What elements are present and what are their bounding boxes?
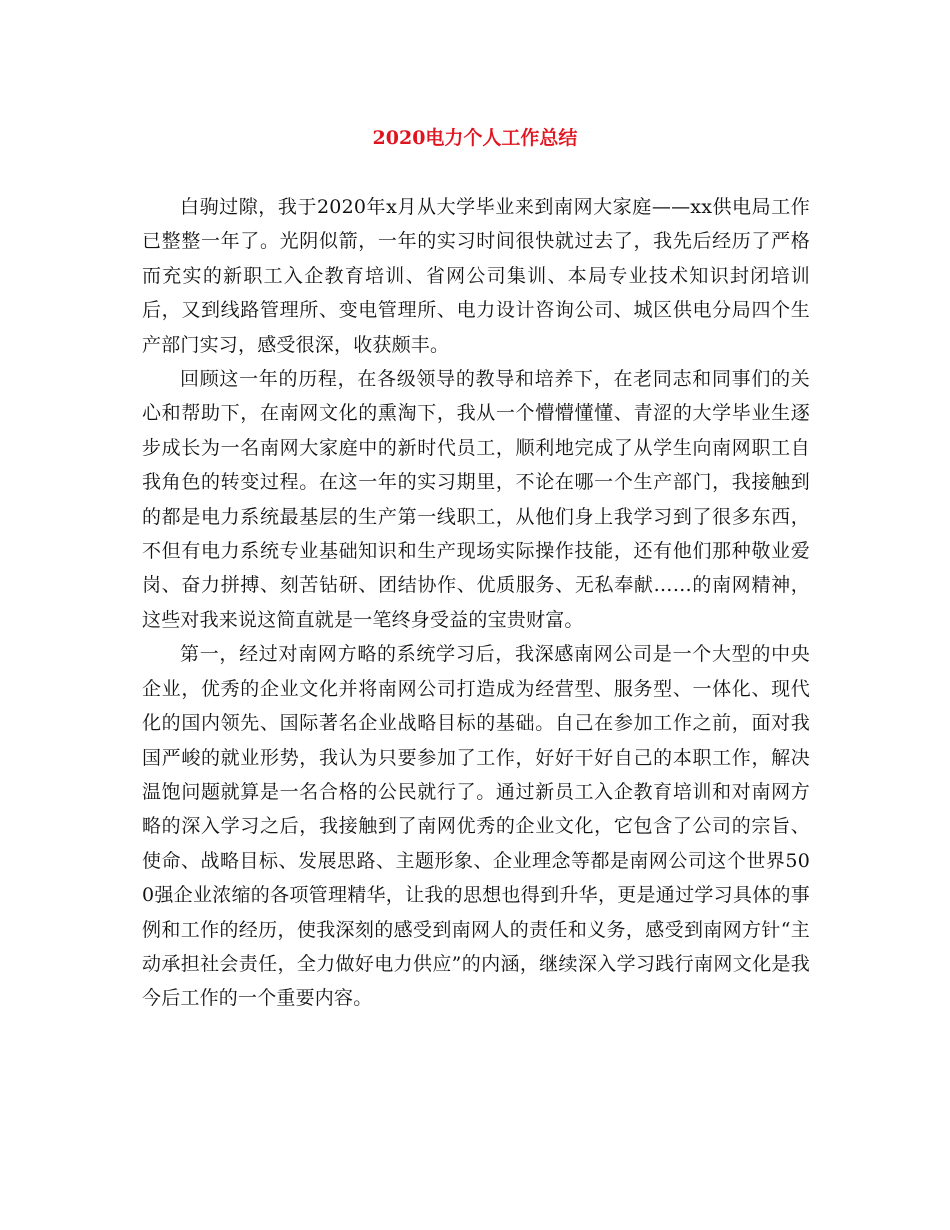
- paragraph-1: 白驹过隙，我于2020年x月从大学毕业来到南网大家庭——xx供电局工作已整整一年了。光阴似箭，一年的实习时间很快就过去了，我先后经历了严格而充实的新职工入企教育培训、省网公司集训、本局专业技术知识封闭培训后，又到线路管理所、变电管理所、电力设计咨询公司、城区供电分局四个生产部门实习，感受很深，收获颇丰。: [142, 196, 810, 356]
- paragraph-2: 回顾这一年的历程，在各级领导的教导和培养下，在老同志和同事们的关心和帮助下，在南网文化的熏淘下，我从一个懵懵懂懂、青涩的大学毕业生逐步成长为一名南网大家庭中的新时代员工，顺利地完成了从学生向南网职工自我角色的转变过程。在这一年的实习期里，不论在哪一个生产部门，我接触到的都是电力系统最基层的生产第一线职工，从他们身上我学习到了很多东西，不但有电力系统专业基础知识和生产现场实际操作技能，还有他们那种敬业爱岗、奋力拼搏、刻苦钻研、团结协作、优质服务、无私奉献……的南网精神，这些对我来说这简直就是一笔终身受益的宝贵财富。: [142, 368, 810, 631]
- document-body: [142, 190, 810, 1016]
- document-title: 2020电力个人工作总结: [372, 127, 578, 149]
- paragraph-3: 第一，经过对南网方略的系统学习后，我深感南网公司是一个大型的中央企业，优秀的企业文化并将南网公司打造成为经营型、服务型、一体化、现代化的国内领先、国际著名企业战略目标的基础。自己在参加工作之前，面对我国严峻的就业形势，我认为只要参加了工作，好好干好自己的本职工作，解决温饱问题就算是一名合格的公民就行了。通过新员工入企教育培训和对南网方略的深入学习之后，我接触到了南网优秀的企业文化，它包含了公司的宗旨、使命、战略目标、发展思路、主题形象、企业理念等都是南网公司这个世界500强企业浓缩的各项管理精华，让我的思想也得到升华，更是通过学习具体的事例和工作的经历，使我深刻的感受到南网人的责任和义务，感受到南网方针“主动承担社会责任，全力做好电力供应”的内涵，继续深入学习践行南网文化是我今后工作的一个重要内容。: [142, 643, 810, 1010]
